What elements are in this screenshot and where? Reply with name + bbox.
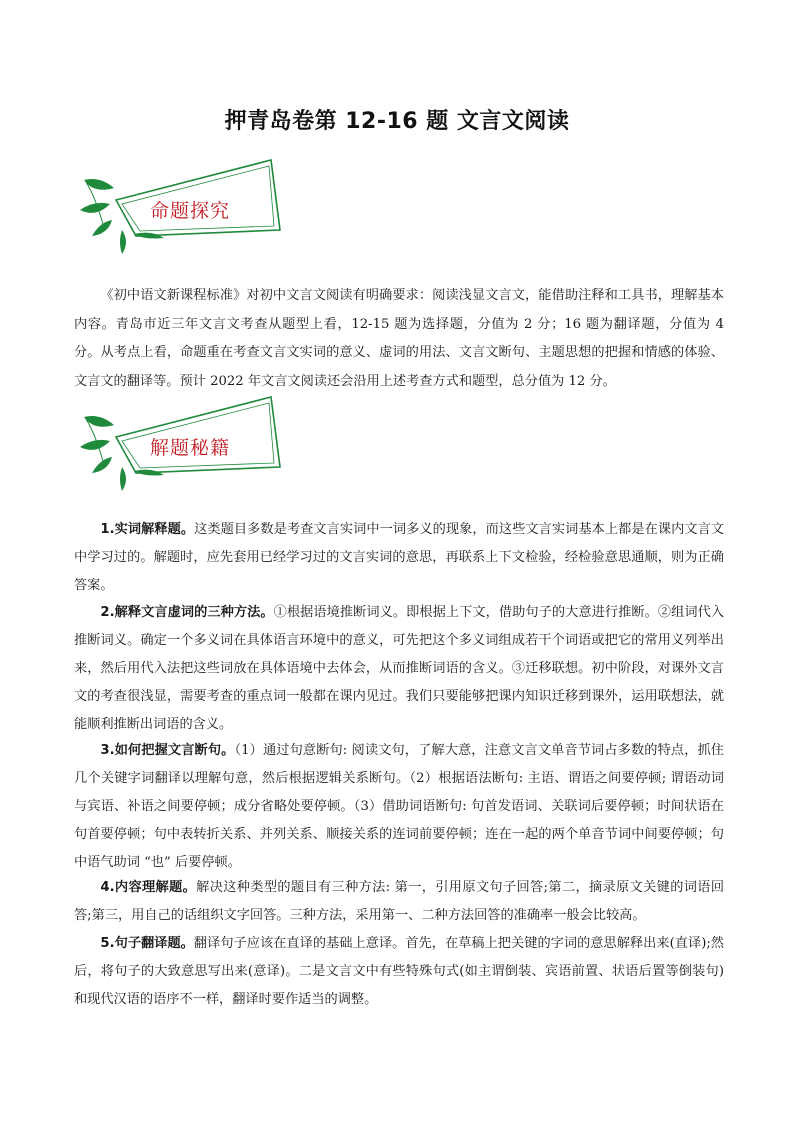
badge-label-secrets: 解题秘籍 [150, 437, 231, 459]
intro-paragraph: 《初中语文新课程标准》对初中文言文阅读有明确要求：阅读浅显文言文，能借助注释和工具书，理解基本内容。青岛市近三年文言文考查从题型上看，12-15 题为选择题，分值为 2 分；16 题为翻译题，分值为 4 分。从考点上看，命题重在考查文言文实词的意义、虚词的用法、文言文断句、主题思想的把握和情感的体验、文言文的翻译等。预计 2022 年文言文阅读还会沿用上述考查方式和题型，总分值为 12 分。 [74, 288, 724, 389]
badge-label-inquiry: 命题探究 [150, 200, 231, 222]
section-lead: 2.解释文言虚词的三种方法。 [100, 605, 274, 620]
section-badge-inquiry [66, 158, 306, 268]
section-text: （1）通过句意断句: 阅读文句，了解大意，注意文言文单音节词占多数的特点，抓住几个关键字词翻译以理解句意，然后根据逻辑关系断句。（2）根据语法断句: 主语、谓语之间要停顿; 谓语动词与宾语、补语之间要停顿；成分省略处要停顿。（3）借助词语断句: 句首发语词、关联词后要停顿；时间状语在句首要停顿；句中表转折关系、并列关系、顺接关系的连词前要停顿；连在一起的两个单音节词中间要停顿；句中语气助词 “也” 后要停顿。 [74, 743, 724, 870]
section-2 [74, 599, 724, 739]
section-1 [74, 516, 724, 600]
section-4 [74, 874, 724, 930]
section-5 [74, 930, 724, 1014]
page-title: 押青岛卷第 12-16 题 文言文阅读 [224, 109, 570, 134]
section-lead: 5.句子翻译题。 [100, 936, 194, 951]
section-text: 这类题目多数是考查文言实词中一词多义的现象，而这些文言实词基本上都是在课内文言文中学习过的。解题时，应先套用已经学习过的文言实词的意思，再联系上下文检验，经检验意思通顺，则为正确答案。 [74, 522, 725, 593]
section-lead: 1.实词解释题。 [100, 522, 195, 537]
section-lead: 4.内容理解题。 [100, 880, 197, 895]
section-lead: 3.如何把握文言断句。 [100, 743, 235, 758]
section-text: 翻译句子应该在直译的基础上意译。首先，在草稿上把关键的字词的意思解释出来(直译);然后，将句子的大致意思写出来(意译)。二是文言文中有些特殊句式(如主谓倒装、宾语前置、状语后置等倒装句)和现代汉语的语序不一样，翻译时要作适当的调整。 [74, 936, 724, 1007]
section-text: 解决这种类型的题目有三种方法: 第一，引用原文句子回答;第二，摘录原文关键的词语回答;第三，用自己的话组织文字回答。三种方法，采用第一、二种方法回答的准确率一般会比较高。 [74, 880, 725, 923]
section-badge-secrets [66, 395, 306, 505]
section-text: ①根据语境推断词义。即根据上下文，借助句子的大意进行推断。②组词代入推断词义。确定一个多义词在具体语言环境中的意义，可先把这个多义词组成若干个词语或把它的常用义列举出来，然后用代入法把这些词放在具体语境中去体会，从而推断词语的含义。③迁移联想。初中阶段，对课外文言文的考查很浅显，需要考查的重点词一般都在课内见过。我们只要能够把课内知识迁移到课外，运用联想法，就能顺利推断出词语的含义。 [74, 605, 725, 732]
section-3 [74, 737, 724, 877]
